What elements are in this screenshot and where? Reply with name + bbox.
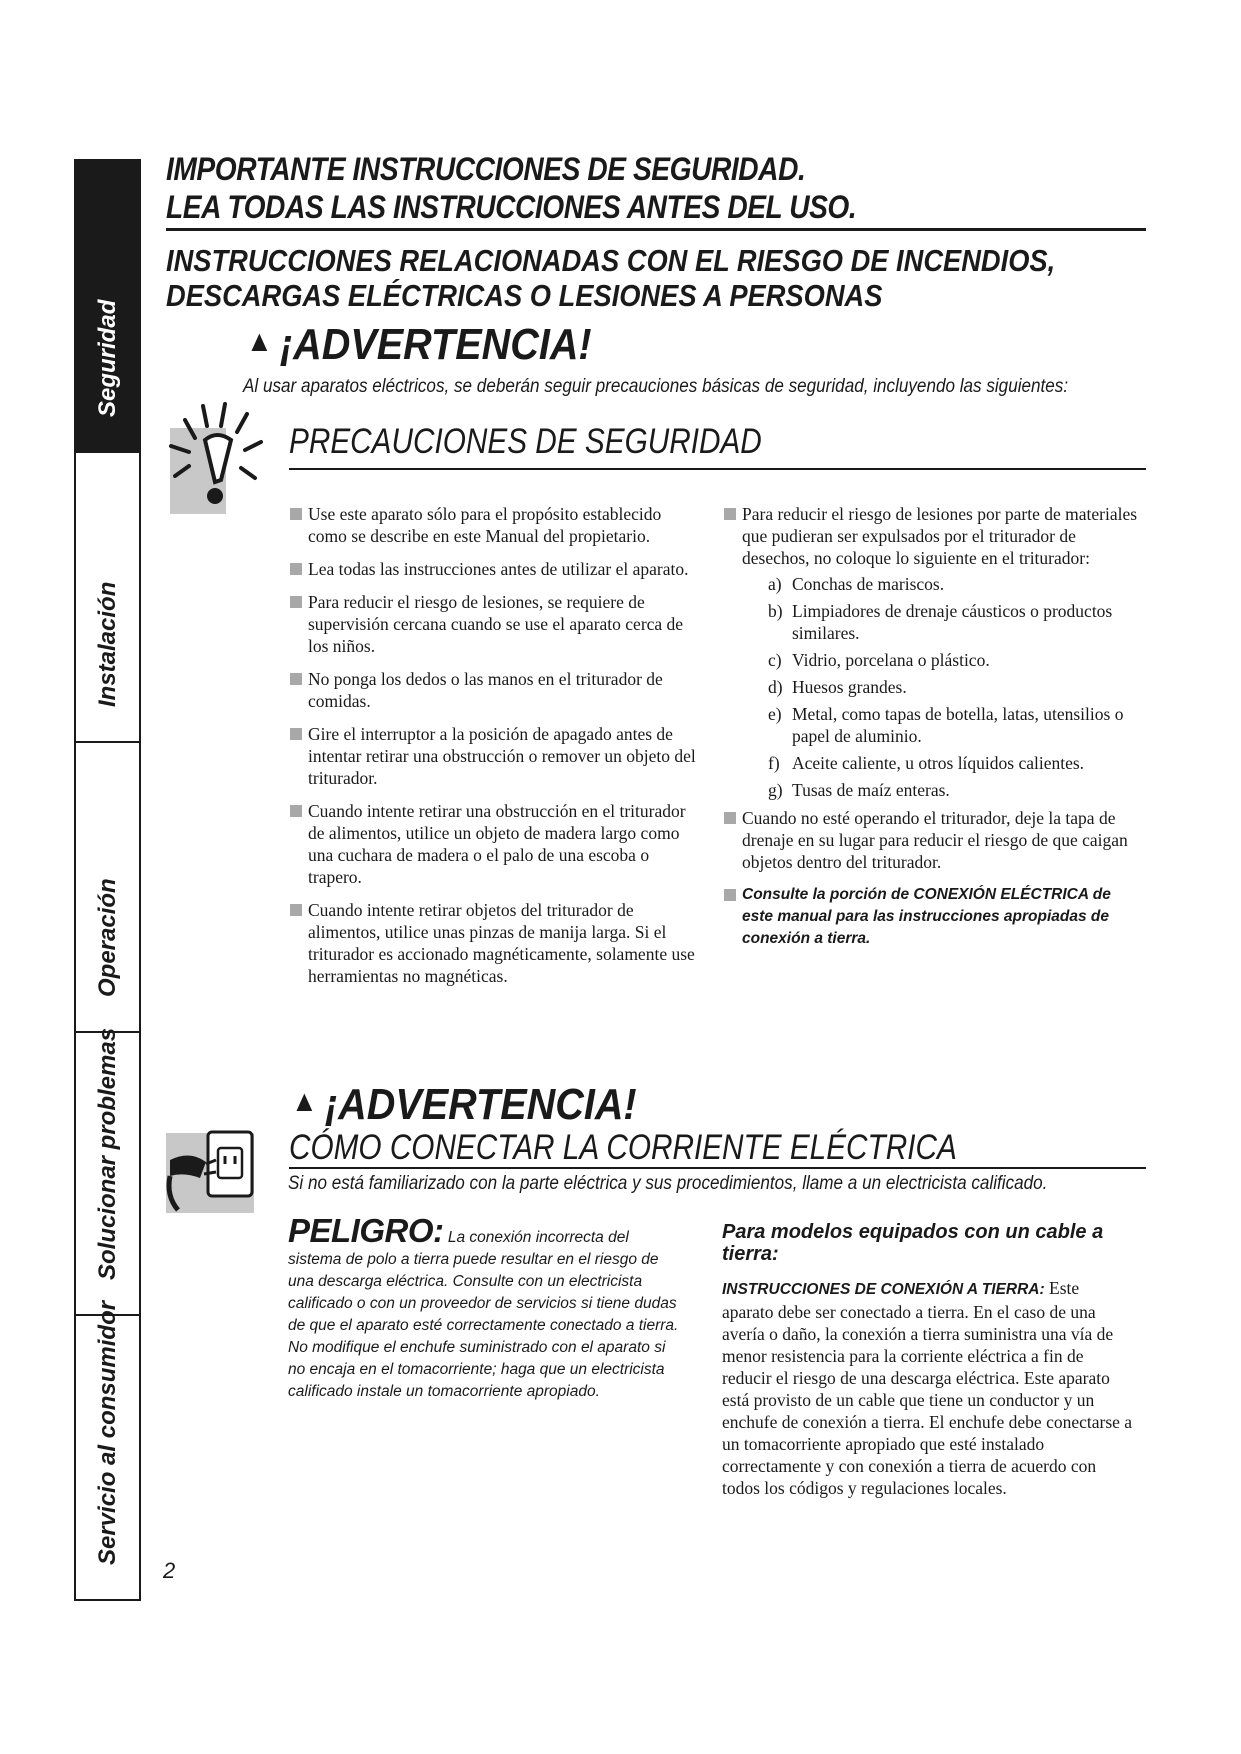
list-item <box>290 899 702 987</box>
sub-list-item <box>724 676 1144 698</box>
grounding-body <box>722 1277 1134 1499</box>
tab-label: Solucionar problemas <box>93 1027 121 1280</box>
bullet-square-icon <box>290 563 302 575</box>
sub-list-item <box>724 703 1144 747</box>
electrical-title: CÓMO CONECTAR LA CORRIENTE ELÉCTRICA <box>289 1128 957 1167</box>
warning-triangle-icon: ▲ <box>246 325 273 358</box>
sidebar-tabs <box>74 159 141 1601</box>
sub-item-text: Tusas de maíz enteras. <box>792 780 950 800</box>
sub-item-text: Metal, como tapas de botella, latas, utensilios o papel de aluminio. <box>792 704 1124 746</box>
sub-item-label: c) <box>768 650 782 670</box>
warning-title: ¡ADVERTENCIA! <box>279 320 592 369</box>
title-line-1: IMPORTANTE INSTRUCCIONES DE SEGURIDAD. <box>166 151 806 187</box>
page-number: 2 <box>163 1558 176 1583</box>
bullet-square-icon <box>290 508 302 520</box>
item-text: Cuando intente retirar una obstrucción en el triturador de alimentos, utilice un objeto de madera largo como una cuchara de madera o el palo de una escoba o trapero. <box>308 801 686 887</box>
tab-operacion[interactable] <box>76 743 139 1033</box>
exclamation-alert-icon <box>165 400 275 510</box>
precautions-divider <box>289 468 1146 470</box>
sub-item-text: Vidrio, porcelana o plástico. <box>792 650 990 670</box>
bullet-square-icon <box>724 812 736 824</box>
list-item <box>724 503 1144 569</box>
sub-item-text: Limpiadores de drenaje cáusticos o productos similares. <box>792 601 1113 643</box>
tab-solucionar-problemas[interactable] <box>76 1027 139 1316</box>
list-item <box>724 807 1144 873</box>
sub-item-label: a) <box>768 574 782 594</box>
sub-item-text: Conchas de mariscos. <box>792 574 945 594</box>
item-text: Cuando no esté operando el triturador, deje la tapa de drenaje en su lugar para reducir el riesgo de que caigan objetos dentro del triturador. <box>742 808 1128 872</box>
list-item <box>290 668 702 712</box>
sub-list-item <box>724 600 1144 644</box>
grounding-section <box>722 1221 1134 1499</box>
electrical-intro: Si no está familiarizado con la parte eléctrica y sus procedimientos, llame a un electricista calificado. <box>288 1173 1048 1194</box>
sub-list-item <box>724 752 1144 774</box>
item-text: Gire el interruptor a la posición de apagado antes de intentar retirar una obstrucción o remover un objeto del triturador. <box>308 724 696 788</box>
subtitle-line-2: DESCARGAS ELÉCTRICAS O LESIONES A PERSONAS <box>166 278 883 313</box>
sub-item-label: e) <box>768 704 782 724</box>
grounding-text: Este aparato debe ser conectado a tierra. En el caso de una avería o daño, la conexión a tierra suministra una vía de menor resistencia para la corriente eléctrica a fin de reducir el riesgo de una descarga eléctrica. Este aparato está provisto de un cable que tiene un conductor y un enchufe de conexión a tierra. El enchufe debe conectarse a un tomacorriente apropiado que esté instalado correctamente y con conexión a tierra de acuerdo con todos los códigos y regulaciones locales. <box>722 1278 1133 1498</box>
list-item <box>290 800 702 888</box>
electrical-outlet-icon <box>160 1120 260 1220</box>
list-item <box>290 503 702 547</box>
tab-label: Servicio al consumidor <box>93 1300 121 1565</box>
header-divider <box>166 228 1146 231</box>
sub-item-label: g) <box>768 780 783 800</box>
grounding-heading: Para modelos equipados con un cable a tierra: <box>722 1221 1104 1265</box>
sub-item-label: d) <box>768 677 783 697</box>
warning-intro: Al usar aparatos eléctricos, se deberán seguir precauciones básicas de seguridad, incluyendo las siguientes: <box>243 376 1069 397</box>
danger-text: La conexión incorrecta del sistema de polo a tierra puede resultar en el riesgo de una descarga eléctrica. Consulte con un electricista calificado o con un proveedor de servicios si tiene dudas de que el aparato esté correctamente conectado a tierra. No modifique el enchufe suministrado con el aparato si no encaja en el tomacorriente; haga que un electricista calificado instale un tomacorriente apropiado. <box>288 1229 679 1400</box>
warning-heading-2 <box>291 1078 637 1129</box>
sub-list-item <box>724 573 1144 595</box>
item-text: Consulte la porción de CONEXIÓN ELÉCTRICA de este manual para las instrucciones apropiadas de conexión a tierra. <box>742 886 1111 947</box>
electrical-divider <box>289 1167 1146 1169</box>
danger-label: PELIGRO: <box>288 1212 444 1249</box>
sub-list-item <box>724 649 1144 671</box>
sub-item-text: Aceite caliente, u otros líquidos calientes. <box>792 753 1085 773</box>
list-item <box>290 591 702 657</box>
list-item <box>290 558 702 580</box>
bullet-square-icon <box>290 673 302 685</box>
warning-triangle-icon: ▲ <box>291 1085 318 1118</box>
tab-label: Seguridad <box>93 299 121 417</box>
danger-notice <box>288 1212 683 1403</box>
warning-heading <box>246 318 592 369</box>
bullet-square-icon <box>724 508 736 520</box>
item-text: Para reducir el riesgo de lesiones, se requiere de supervisión cercana cuando se use el aparato cerca de los niños. <box>308 592 684 656</box>
tab-servicio-consumidor[interactable] <box>76 1300 139 1599</box>
bullet-square-icon <box>290 596 302 608</box>
bullet-square-icon <box>290 805 302 817</box>
sub-item-label: f) <box>768 753 780 773</box>
item-text: Use este aparato sólo para el propósito establecido como se describe en este Manual del propietario. <box>308 504 662 546</box>
item-text: Para reducir el riesgo de lesiones por parte de materiales que pudieran ser expulsados por el triturador de desechos, no coloque lo siguiente en el triturador: <box>742 504 1138 568</box>
item-text: Lea todas las instrucciones antes de utilizar el aparato. <box>308 559 689 579</box>
bullet-square-icon <box>290 728 302 740</box>
tab-instalacion[interactable] <box>76 453 139 743</box>
precautions-title: PRECAUCIONES DE SEGURIDAD <box>289 422 762 461</box>
precautions-right-column <box>724 503 1144 961</box>
sub-item-label: b) <box>768 601 783 621</box>
subtitle-line-1: INSTRUCCIONES RELACIONADAS CON EL RIESGO DE INCENDIOS, <box>166 243 1056 278</box>
page-title <box>166 150 856 226</box>
sub-list-item <box>724 779 1144 801</box>
bullet-square-icon <box>290 904 302 916</box>
tab-label: Operación <box>93 878 121 997</box>
precautions-left-column <box>290 503 702 998</box>
page-subtitle <box>166 243 1055 313</box>
title-line-2: LEA TODAS LAS INSTRUCCIONES ANTES DEL USO. <box>166 189 857 225</box>
electrical-note <box>724 884 1144 950</box>
grounding-lead: INSTRUCCIONES DE CONEXIÓN A TIERRA: <box>722 1281 1045 1298</box>
item-text: No ponga los dedos o las manos en el triturador de comidas. <box>308 669 663 711</box>
tab-seguridad[interactable] <box>76 161 139 453</box>
tab-label: Instalación <box>93 581 121 707</box>
sub-item-text: Huesos grandes. <box>792 677 907 697</box>
list-item <box>290 723 702 789</box>
bullet-square-icon <box>724 889 736 901</box>
item-text: Cuando intente retirar objetos del triturador de alimentos, utilice unas pinzas de manija larga. Si el triturador es accionado magnéticamente, solamente use herramientas no magnéticas. <box>308 900 695 986</box>
warning-title: ¡ADVERTENCIA! <box>324 1080 637 1129</box>
